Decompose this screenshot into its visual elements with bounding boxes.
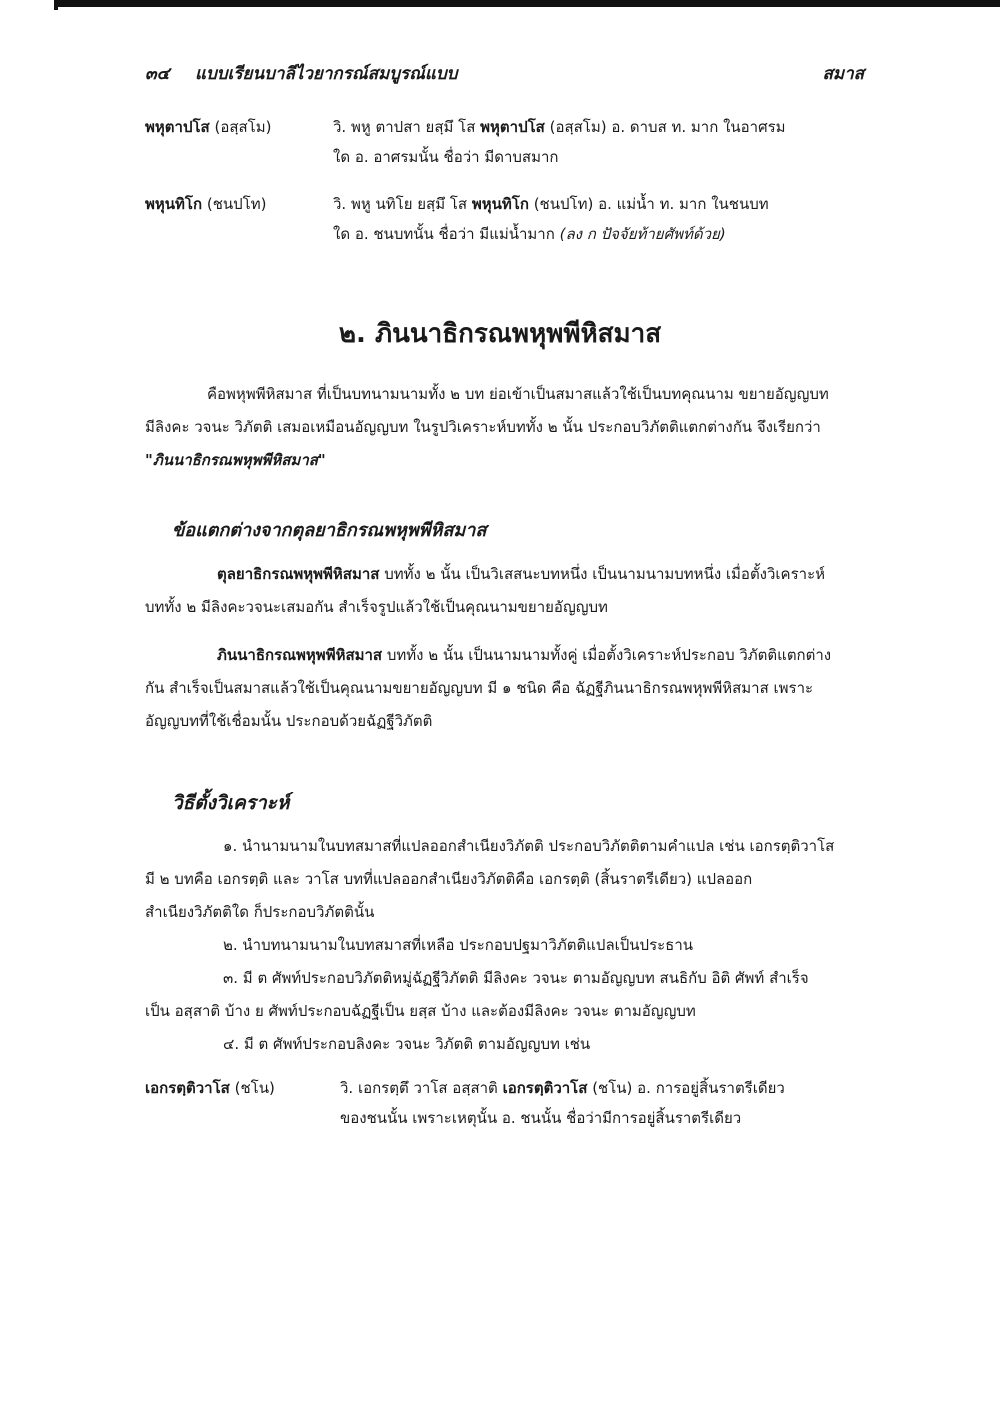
- entry-line: ของชนนั้น เพราะเหตุนั้น อ. ชนนั้น ชื่อว่ามีการอยู่สิ้นราตรีเดียว: [340, 1109, 742, 1127]
- entry-pahunathiko: [145, 189, 865, 249]
- paragraph-line: อัญญบทที่ใช้เชื่อมนั้น ประกอบด้วยฉัฏฐีวิภัตติ: [145, 712, 433, 730]
- entry-body: [333, 189, 873, 249]
- list-item-3-line: ๓. มี ต ศัพท์ประกอบวิภัตติหมู่ฉัฏฐีวิภัตติ มีลิงคะ วจนะ ตามอัญญบท สนธิกับ อิติ ศัพท์ สำเร็จ: [223, 969, 809, 987]
- differences-paragraph-1: [145, 558, 867, 624]
- chapter-title: สมาส: [822, 64, 864, 84]
- list-item-2: ๒. นำบทนามนามในบทสมาสที่เหลือ ประกอบปฐมาวิภัตติแปลเป็นประธาน: [223, 936, 694, 954]
- differences-paragraph-2: [145, 639, 867, 738]
- entry-line: ใด อ. อาศรมนั้น ชื่อว่า มีดาบสมาก: [333, 148, 559, 166]
- entry-term: พหุตาปโส (อสฺสโม): [145, 118, 272, 136]
- section-title: ๒. ภินนาธิกรณพหุพพีหิสมาส: [338, 319, 662, 349]
- list-item-1-line: ๑. นำนามนามในบทสมาสที่แปลออกสำเนียงวิภัตติ ประกอบวิภัตติตามคำแปล เช่น เอกรตฺติวาโส: [223, 837, 835, 855]
- paragraph-line: คือพหุพพีหิสมาส ที่เป็นบทนามนามทั้ง ๒ บท ย่อเข้าเป็นสมาสแล้วใช้เป็นบทคุณนาม ขยายอัญญบท: [207, 385, 829, 403]
- paragraph-line: ภินนาธิกรณพหุพพีหิสมาส บททั้ง ๒ นั้น เป็นนามนามทั้งคู่ เมื่อตั้งวิเคราะห์ประกอบ วิภัตติแตกต่าง: [217, 646, 832, 664]
- paragraph-line: ตุลยาธิกรณพหุพพีหิสมาส บททั้ง ๒ นั้น เป็นวิเสสนะบทหนึ่ง เป็นนามนามบทหนึ่ง เมื่อตั้งวิเคราะห์: [217, 565, 826, 583]
- list-item-4: ๔. มี ต ศัพท์ประกอบลิงคะ วจนะ วิภัตติ ตามอัญญบท เช่น: [223, 1035, 591, 1053]
- list-item-3-line: เป็น อสฺสาติ บ้าง ย ศัพท์ประกอบฉัฏฐีเป็น ยสฺส บ้าง และต้องมีลิงคะ วจนะ ตามอัญญบท: [145, 1002, 696, 1020]
- differences-heading: ข้อแตกต่างจากตุลยาธิกรณพหุพพีหิสมาส: [172, 520, 487, 541]
- method-list: [145, 830, 867, 1061]
- paragraph-line: บททั้ง ๒ มีลิงคะวจนะเสมอกัน สำเร็จรูปแล้วใช้เป็นคุณนามขยายอัญญบท: [145, 598, 608, 616]
- entry-term: เอกรตฺติวาโส (ชโน): [145, 1079, 275, 1097]
- entry-line: วิ. พหู ตาปสา ยสฺมึ โส พหุตาปโส (อสฺสโม) อ. ดาบส ท. มาก ในอาศรม: [333, 118, 786, 136]
- entry-line: วิ. พหู นทิโย ยสฺมึ โส พหุนทิโก (ชนปโท) อ. แม่น้ำ ท. มาก ในชนบท: [333, 195, 769, 213]
- list-item-1-line: มี ๒ บทคือ เอกรตฺติ และ วาโส บทที่แปลออกสำเนียงวิภัตติคือ เอกรตฺติ (สิ้นราตรีเดียว) แปลออก: [145, 870, 753, 888]
- entry-body: [333, 112, 873, 172]
- method-heading: วิธีตั้งวิเคราะห์: [172, 792, 290, 814]
- paragraph-line: "ภินนาธิกรณพหุพพีหิสมาส": [145, 451, 326, 469]
- entry-term: พหุนทิโก (ชนปโท): [145, 195, 267, 213]
- entry-line: ใด อ. ชนบทนั้น ชื่อว่า มีแม่น้ำมาก (ลง ก ปัจจัยท้ายศัพท์ด้วย): [333, 225, 726, 243]
- intro-paragraph: [145, 378, 867, 477]
- entry-pahutapaso: [145, 112, 865, 172]
- entry-body: [340, 1073, 880, 1133]
- paragraph-line: กัน สำเร็จเป็นสมาสแล้วใช้เป็นคุณนามขยายอัญญบท มี ๑ ชนิด คือ ฉัฏฐีภินนาธิกรณพหุพพีหิสมาส เพราะ: [145, 679, 814, 697]
- entry-line: วิ. เอกรตฺตึ วาโส อสฺสาติ เอกรตฺติวาโส (ชโน) อ. การอยู่สิ้นราตรีเดียว: [340, 1079, 785, 1097]
- paragraph-line: มีลิงคะ วจนะ วิภัตติ เสมอเหมือนอัญญบท ในรูปวิเคราะห์บททั้ง ๒ นั้น ประกอบวิภัตติแตกต่างกัน จึงเรียกว่า: [145, 418, 821, 436]
- page-number: ๓๔: [145, 64, 170, 84]
- list-item-1-line: สำเนียงวิภัตติใด ก็ประกอบวิภัตตินั้น: [145, 903, 375, 921]
- example-entry: [145, 1073, 865, 1133]
- book-title: แบบเรียนบาลีไวยากรณ์สมบูรณ์แบบ: [195, 64, 458, 84]
